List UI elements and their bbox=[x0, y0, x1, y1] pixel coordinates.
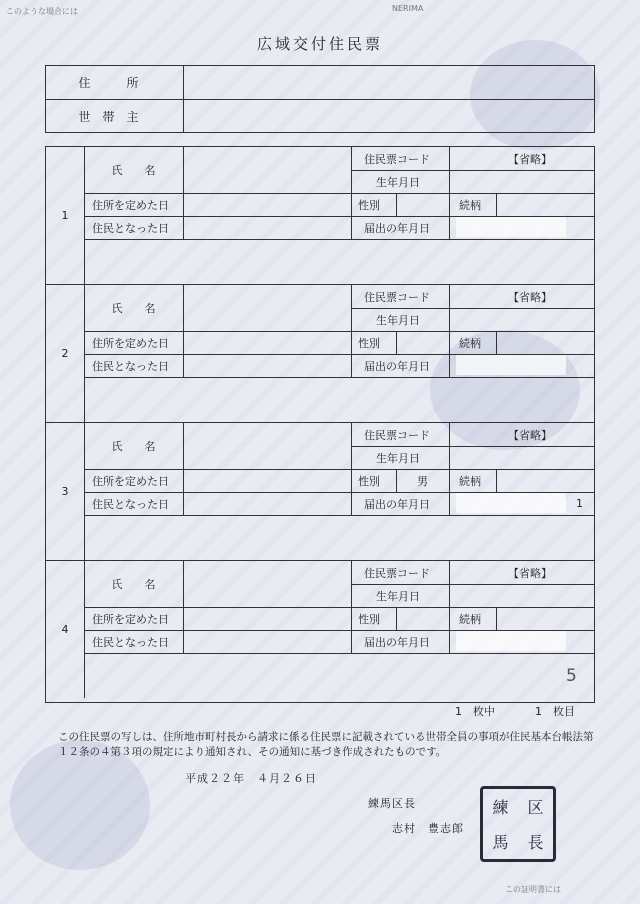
grid-line bbox=[351, 561, 352, 653]
grid-line bbox=[449, 216, 450, 239]
grid-line bbox=[496, 193, 497, 216]
grid-line bbox=[496, 331, 497, 354]
name-label: 氏 名 bbox=[111, 164, 156, 177]
address-label: 住 所 bbox=[46, 66, 184, 99]
resident-code-label: 住民票コード bbox=[364, 566, 430, 580]
grid-line bbox=[449, 607, 450, 630]
record-number: 3 bbox=[46, 423, 85, 560]
grid-line bbox=[449, 492, 450, 515]
grid-line bbox=[496, 607, 497, 630]
name-label: 氏 名 bbox=[111, 302, 156, 315]
grid-line bbox=[351, 285, 352, 377]
grid-line bbox=[449, 423, 450, 446]
grid-line bbox=[84, 239, 594, 240]
issuer-name: 志村 豊志郎 bbox=[392, 822, 464, 835]
grid-line bbox=[449, 308, 450, 331]
name-label: 氏 名 bbox=[111, 440, 156, 453]
grid-line bbox=[449, 446, 450, 469]
grid-line bbox=[183, 423, 184, 515]
redacted-area bbox=[456, 493, 566, 513]
grid-line bbox=[183, 285, 184, 377]
issuer-office: 練馬区長 bbox=[368, 797, 416, 810]
grid-line bbox=[449, 630, 450, 653]
seal-char: 区 bbox=[527, 798, 544, 817]
address-set-date-label: 住所を定めた日 bbox=[92, 198, 169, 212]
birth-label: 生年月日 bbox=[376, 589, 420, 603]
grid-line bbox=[449, 331, 450, 354]
grid-line bbox=[449, 354, 450, 377]
omitted-label: 【省略】 bbox=[508, 566, 552, 580]
resident-code-label: 住民票コード bbox=[364, 428, 430, 442]
gender-label: 性別 bbox=[358, 336, 380, 350]
sheet-total: 1 枚中 bbox=[455, 705, 495, 718]
official-seal bbox=[480, 786, 556, 862]
record-block bbox=[46, 561, 594, 698]
gender-label: 性別 bbox=[358, 198, 380, 212]
record-block bbox=[46, 147, 594, 285]
resident-date-label: 住民となった日 bbox=[92, 497, 169, 511]
top-code: NERIMA bbox=[392, 4, 424, 13]
issue-date: 平成２２年 ４月２６日 bbox=[185, 772, 317, 785]
grid-line bbox=[183, 147, 184, 239]
relation-label: 続柄 bbox=[459, 336, 481, 350]
grid-line bbox=[351, 423, 352, 515]
sheet-current: 1 枚目 bbox=[535, 705, 575, 718]
redacted-area bbox=[456, 355, 566, 375]
resident-date-label: 住民となった日 bbox=[92, 221, 169, 235]
birth-label: 生年月日 bbox=[376, 451, 420, 465]
certification-notice: この住民票の写しは、住所地市町村長から請求に係る住民票に記載されている世帯全員の事項が住民基本台帳法第１２条の４第３項の規定により通知され、その通知に基づき作成されたものです。 bbox=[58, 731, 594, 758]
redacted-area bbox=[456, 631, 566, 651]
grid-line bbox=[449, 469, 450, 492]
grid-line bbox=[183, 561, 184, 653]
omitted-label: 【省略】 bbox=[508, 152, 552, 166]
grid-line bbox=[449, 584, 450, 607]
grid-line bbox=[449, 147, 450, 170]
side-text-bottom: この証明書には bbox=[505, 885, 561, 894]
head-row bbox=[46, 99, 594, 133]
grid-line bbox=[496, 469, 497, 492]
record-number: 4 bbox=[46, 561, 85, 698]
address-row bbox=[46, 66, 594, 99]
grid-line bbox=[449, 170, 450, 193]
side-text-top: このような場合には bbox=[6, 7, 78, 16]
notification-date-label: 届出の年月日 bbox=[364, 221, 430, 235]
relation-label: 続柄 bbox=[459, 198, 481, 212]
record-block bbox=[46, 423, 594, 561]
gender-value bbox=[396, 331, 449, 354]
gender-label: 性別 bbox=[358, 474, 380, 488]
seal-char: 馬 bbox=[492, 833, 509, 852]
resident-date-label: 住民となった日 bbox=[92, 635, 169, 649]
page-number-mark: 5 bbox=[566, 666, 577, 686]
seal-char: 長 bbox=[527, 833, 544, 852]
gender-value bbox=[396, 607, 449, 630]
record-number: 2 bbox=[46, 285, 85, 422]
records-table bbox=[45, 146, 595, 703]
relation-label: 続柄 bbox=[459, 612, 481, 626]
omitted-label: 【省略】 bbox=[508, 290, 552, 304]
address-set-date-label: 住所を定めた日 bbox=[92, 336, 169, 350]
notification-date-label: 届出の年月日 bbox=[364, 635, 430, 649]
gender-label: 性別 bbox=[358, 612, 380, 626]
record-note: 1 bbox=[576, 497, 583, 510]
document-title: 広域交付住民票 bbox=[256, 35, 383, 53]
resident-code-label: 住民票コード bbox=[364, 152, 430, 166]
address-set-date-label: 住所を定めた日 bbox=[92, 612, 169, 626]
address-set-date-label: 住所を定めた日 bbox=[92, 474, 169, 488]
grid-line bbox=[449, 193, 450, 216]
notification-date-label: 届出の年月日 bbox=[364, 359, 430, 373]
notification-date-label: 届出の年月日 bbox=[364, 497, 430, 511]
gender-value bbox=[396, 193, 449, 216]
resident-date-label: 住民となった日 bbox=[92, 359, 169, 373]
grid-line bbox=[351, 147, 352, 239]
birth-label: 生年月日 bbox=[376, 313, 420, 327]
gender-value: 男 bbox=[417, 474, 428, 488]
grid-line bbox=[449, 561, 450, 584]
omitted-label: 【省略】 bbox=[508, 428, 552, 442]
grid-line bbox=[84, 377, 594, 378]
seal-char: 練 bbox=[492, 798, 509, 817]
grid-line bbox=[449, 285, 450, 308]
birth-label: 生年月日 bbox=[376, 175, 420, 189]
grid-line bbox=[84, 515, 594, 516]
household-header bbox=[45, 65, 595, 133]
grid-line bbox=[84, 653, 594, 654]
record-block bbox=[46, 285, 594, 423]
resident-code-label: 住民票コード bbox=[364, 290, 430, 304]
relation-label: 続柄 bbox=[459, 474, 481, 488]
redacted-area bbox=[456, 217, 566, 237]
name-label: 氏 名 bbox=[111, 578, 156, 591]
household-head-label: 世帯主 bbox=[46, 100, 184, 133]
record-number: 1 bbox=[46, 147, 85, 284]
